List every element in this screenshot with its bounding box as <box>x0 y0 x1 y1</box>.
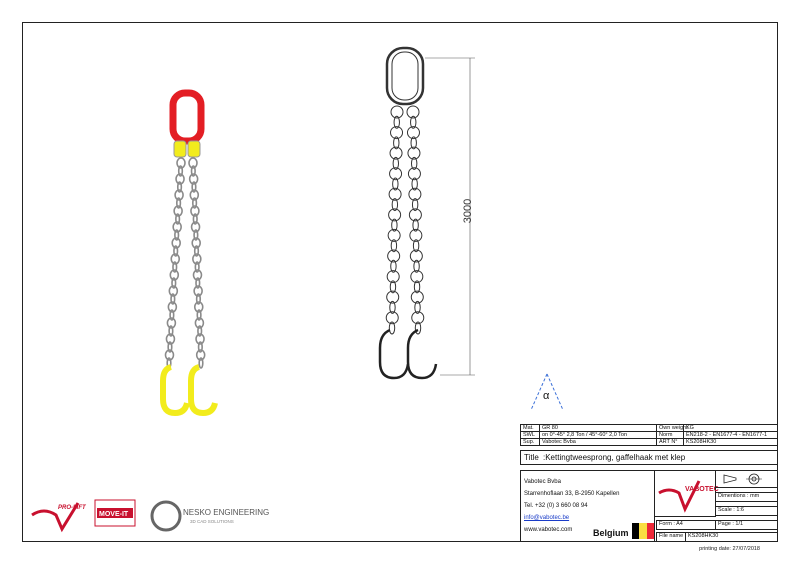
title-row <box>520 450 778 465</box>
company-web[interactable]: www.vabotec.com <box>524 527 573 533</box>
scale-cell: Scale : 1:6 <box>715 506 778 516</box>
company-block <box>520 470 655 542</box>
vabotec-logo-box <box>654 470 719 517</box>
norm-value: EN218-2 - EN1677-4 - EN1677-1 <box>683 431 778 439</box>
sup-label: Sup. <box>520 438 540 446</box>
chain-left <box>165 158 185 368</box>
title-label: Title <box>524 453 539 462</box>
file-name-label: File name <box>656 532 686 542</box>
svg-text:NESKO ENGINEERING: NESKO ENGINEERING <box>183 508 270 517</box>
country-label: Belgium <box>593 528 629 538</box>
hook-left <box>163 367 187 413</box>
company-name: Vabotec Bvba <box>524 479 561 485</box>
company-email[interactable]: info@vabotec.be <box>524 515 570 521</box>
prolift-logo <box>28 495 88 535</box>
art-value: KS208HK30 <box>683 438 778 446</box>
form-cell: Form : A4 <box>656 520 716 530</box>
master-link <box>173 93 201 141</box>
art-label: ART N° <box>656 438 684 446</box>
printing-date: printing date: 27/07/2018 <box>699 546 760 552</box>
drawing-hook-right <box>408 330 436 378</box>
svg-text:VABOTEC: VABOTEC <box>685 486 719 493</box>
mat-label: Mat. <box>520 424 540 432</box>
drawing-chain-left <box>386 106 403 334</box>
norm-label: Norm <box>656 431 684 439</box>
swl-value: on 0°-45° 2,8 Ton / 45°-60° 2,0 Ton <box>539 431 657 439</box>
own-weight-label: Own weight <box>656 424 684 432</box>
chain-right <box>189 158 205 368</box>
nesko-logo <box>150 498 270 534</box>
own-weight-value: KG <box>683 424 778 432</box>
projection-symbol-icon <box>716 471 776 487</box>
moveit-logo <box>95 500 137 528</box>
angle-symbol: α <box>543 390 550 402</box>
coupling-link-right <box>188 141 200 157</box>
drawing-hook-left <box>380 330 408 378</box>
svg-text:MOVE-IT: MOVE-IT <box>99 511 129 518</box>
svg-text:3D CAD SOLUTIONS: 3D CAD SOLUTIONS <box>190 519 234 524</box>
coupling-link-left <box>174 141 186 157</box>
chain-sling-render <box>155 85 235 435</box>
title-value: :Kettingtweesprong, gaffelhaak met klep <box>543 453 686 462</box>
swl-label: SWL <box>520 431 540 439</box>
drawing-chain-right <box>407 106 424 334</box>
hook-right <box>191 367 215 413</box>
sup-value: Vabotec Bvba <box>539 438 657 446</box>
belgium-flag-icon <box>632 523 654 539</box>
page-cell: Page : 1/1 <box>715 520 778 530</box>
file-name-value: KS208HK30 <box>685 532 778 542</box>
mat-value: GR 80 <box>539 424 657 432</box>
svg-text:PRO-LIFT: PRO-LIFT <box>58 505 86 511</box>
company-address: Starrenhoflaan 33, B-2950 Kapellen <box>524 491 620 497</box>
vabotec-logo <box>655 471 719 516</box>
dimension-label: 3000 <box>462 198 475 224</box>
projection-symbol-box <box>715 470 778 488</box>
company-tel: Tel. +32 (0) 3 660 08 94 <box>524 503 588 509</box>
dimensions-cell: Dimentions : mm <box>715 492 778 502</box>
